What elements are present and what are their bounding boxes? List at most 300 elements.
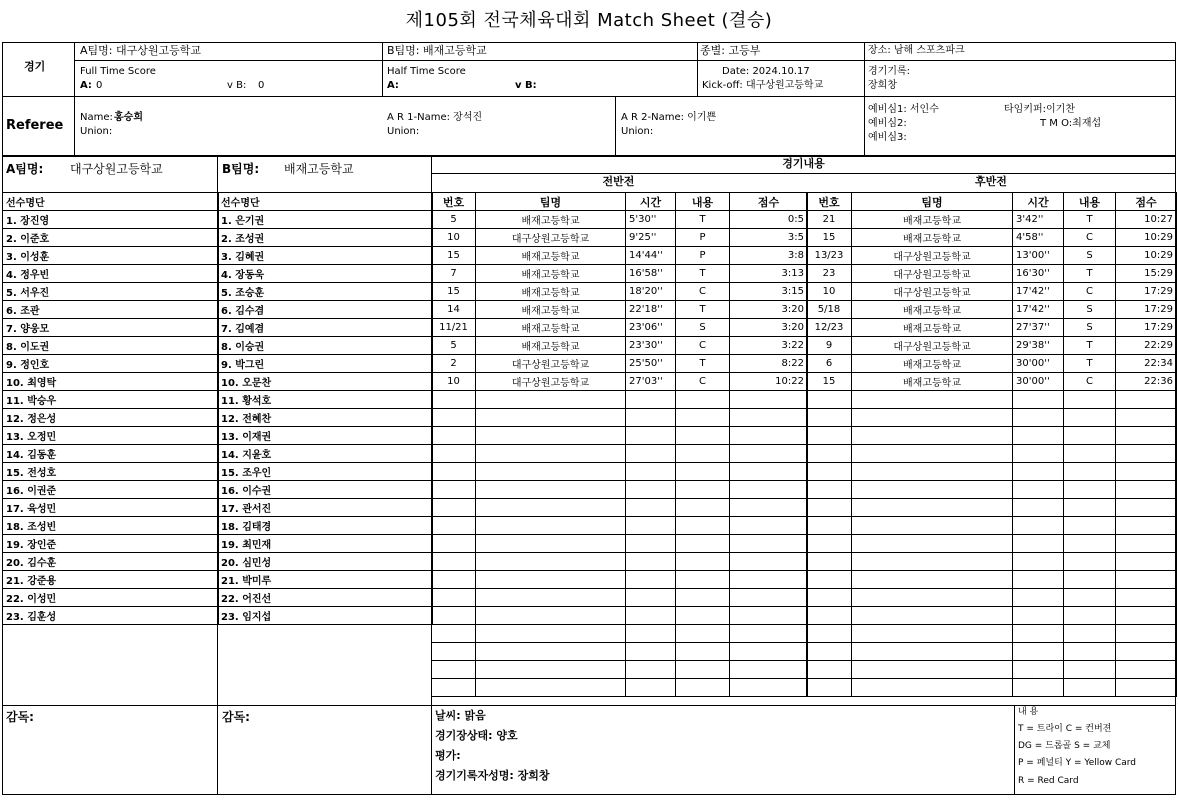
first-half-cell [730, 589, 808, 607]
first-half-cell: 8:22 [730, 355, 808, 373]
second-half-event-row [807, 607, 1177, 625]
second-half-cell [1116, 571, 1177, 589]
second-half-cell [852, 391, 1013, 409]
first-half-cell: 배재고등학교 [476, 319, 626, 337]
first-half-cell [730, 571, 808, 589]
second-half-event-row [807, 679, 1177, 697]
second-half-cell: T [1064, 265, 1116, 283]
second-half-cell: 대구상원고등학교 [852, 247, 1013, 265]
first-half-cell [730, 517, 808, 535]
second-half-cell: 10:29 [1116, 247, 1177, 265]
first-half-cell [476, 391, 626, 409]
second-half-cell: 대구상원고등학교 [852, 337, 1013, 355]
second-half-cell [1064, 589, 1116, 607]
second-half-cell: 배재고등학교 [852, 229, 1013, 247]
second-half-cell [1064, 499, 1116, 517]
player-name: 11. 황석호 [218, 391, 433, 409]
first-half-cell [626, 517, 676, 535]
first-half-cell: 3:13 [730, 265, 808, 283]
team-b-line: B팀명: 배재고등학교 [387, 44, 487, 57]
second-half-cell [852, 445, 1013, 463]
first-half-cell [676, 607, 730, 625]
roster-a-row [3, 427, 219, 445]
coach-b-label: 감독: [222, 710, 250, 724]
roster-b-row [218, 283, 433, 301]
second-half-event-row [807, 211, 1177, 229]
second-half-cell [1013, 643, 1064, 661]
evaluation: 평가: [435, 749, 461, 762]
second-half-cell: 대구상원고등학교 [852, 283, 1013, 301]
second-half-cell [852, 553, 1013, 571]
roster-b-row [218, 301, 433, 319]
full-time-label: Full Time Score [80, 66, 156, 77]
first-half-cell [730, 391, 808, 409]
first-half-cell [432, 679, 476, 697]
first-half-cell [676, 661, 730, 679]
second-half-cell [852, 571, 1013, 589]
first-half-event-row [432, 463, 808, 481]
first-half-cell [626, 661, 676, 679]
first-half-event-row [432, 679, 808, 697]
first-half-cell: 대구상원고등학교 [476, 229, 626, 247]
ft-b-label: v B: [227, 80, 247, 91]
first-half-cell [476, 499, 626, 517]
second-half-cell: 배재고등학교 [852, 301, 1013, 319]
second-half-cell: 5/18 [807, 301, 852, 319]
first-half-cell: 배재고등학교 [476, 247, 626, 265]
roster-a-row [3, 319, 219, 337]
second-half-cell [1013, 625, 1064, 643]
roster-b-row [218, 535, 433, 553]
first-half-cell [676, 589, 730, 607]
first-half-event-row [432, 589, 808, 607]
second-half-cell [1116, 427, 1177, 445]
first-half-event-row [432, 535, 808, 553]
second-half-cell [852, 535, 1013, 553]
player-name: 2. 조성권 [218, 229, 433, 247]
roster-a-row [3, 535, 219, 553]
roster-a-table [2, 192, 219, 625]
player-name: 23. 임지섭 [218, 607, 433, 625]
second-half-cell [807, 409, 852, 427]
roster-b-row [218, 607, 433, 625]
second-half-cell: C [1064, 373, 1116, 391]
team-a-line: A팀명: 대구상원고등학교 [80, 44, 201, 57]
roster-b-row [218, 517, 433, 535]
first-half-cell [676, 427, 730, 445]
player-name: 20. 심민성 [218, 553, 433, 571]
roster-a-row [3, 373, 219, 391]
legend-line-1: T = 트라이 C = 컨버젼 [1018, 724, 1112, 734]
second-half-cell [852, 481, 1013, 499]
second-half-cell: 16'30'' [1013, 265, 1064, 283]
team-b-label: B팀명: [222, 162, 260, 176]
player-name: 21. 강준용 [3, 571, 219, 589]
page-title: 제105회 전국체육대회 Match Sheet (결승) [405, 10, 773, 31]
player-name: 19. 장인준 [3, 535, 219, 553]
reserve-2: 예비심2: [868, 118, 907, 129]
player-name: 7. 김예겸 [218, 319, 433, 337]
roster-b-row [218, 409, 433, 427]
first-half-cell [626, 625, 676, 643]
second-half-cell: C [1064, 283, 1116, 301]
first-half-event-row [432, 247, 808, 265]
first-half-cell: 3:8 [730, 247, 808, 265]
second-half-event-row [807, 643, 1177, 661]
roster-b-row [218, 391, 433, 409]
first-half-cell [730, 643, 808, 661]
player-name: 20. 김수훈 [3, 553, 219, 571]
second-half-cell [1013, 517, 1064, 535]
second-half-cell [807, 481, 852, 499]
second-half-cell: 15:29 [1116, 265, 1177, 283]
ht-a-label: A: [387, 80, 399, 91]
roster-b-row [218, 499, 433, 517]
first-half-cell [730, 625, 808, 643]
second-half-cell [807, 625, 852, 643]
first-half-cell: 5'30'' [626, 211, 676, 229]
second-half-cell: 3'42'' [1013, 211, 1064, 229]
first-half-event-row [432, 301, 808, 319]
second-half-cell: 배재고등학교 [852, 355, 1013, 373]
first-half-event-row [432, 481, 808, 499]
first-half-cell: 11/21 [432, 319, 476, 337]
second-half-cell: 17:29 [1116, 283, 1177, 301]
second-half-event-row [807, 625, 1177, 643]
game-label: 경기 [24, 60, 46, 73]
player-name: 1. 은기권 [218, 211, 433, 229]
first-half-cell [626, 589, 676, 607]
first-half-cell [676, 571, 730, 589]
second-half-cell [1064, 661, 1116, 679]
first-half-title: 전반전 [602, 175, 635, 188]
first-half-cell [432, 499, 476, 517]
first-half-event-row [432, 427, 808, 445]
roster-a-row [3, 517, 219, 535]
first-half-event-row [432, 373, 808, 391]
second-half-cell: 12/23 [807, 319, 852, 337]
roster-b-row [218, 589, 433, 607]
roster-a-row [3, 301, 219, 319]
second-half-event-row [807, 427, 1177, 445]
second-half-cell [807, 517, 852, 535]
first-half-cell [626, 553, 676, 571]
second-half-cell: 15 [807, 373, 852, 391]
events-title: 경기내용 [782, 157, 825, 170]
second-half-header-row [807, 193, 1177, 211]
player-name: 13. 오정민 [3, 427, 219, 445]
second-half-cell [1116, 589, 1177, 607]
second-half-event-row [807, 517, 1177, 535]
second-half-cell [852, 517, 1013, 535]
player-name: 3. 이성훈 [3, 247, 219, 265]
second-half-cell: 22:34 [1116, 355, 1177, 373]
roster-b-row [218, 463, 433, 481]
second-half-cell [1064, 553, 1116, 571]
player-name: 5. 조승훈 [218, 283, 433, 301]
player-name: 19. 최민재 [218, 535, 433, 553]
player-name: 21. 박미루 [218, 571, 433, 589]
roster-a-row [3, 229, 219, 247]
second-half-cell [807, 535, 852, 553]
first-half-cell [676, 553, 730, 571]
first-half-event-row [432, 571, 808, 589]
second-half-cell [1013, 553, 1064, 571]
second-half-cell [852, 661, 1013, 679]
first-half-cell: 10 [432, 229, 476, 247]
second-half-cell: 17:29 [1116, 319, 1177, 337]
ar2-union: Union: [621, 126, 654, 137]
second-half-cell [1116, 607, 1177, 625]
second-half-col-header: 팀명 [852, 193, 1013, 211]
player-name: 8. 이승권 [218, 337, 433, 355]
first-half-event-row [432, 265, 808, 283]
second-half-event-row [807, 661, 1177, 679]
roster-a-row [3, 391, 219, 409]
first-half-col-header: 내용 [676, 193, 730, 211]
first-half-cell [730, 661, 808, 679]
second-half-cell [1064, 517, 1116, 535]
first-half-cell [676, 391, 730, 409]
second-half-event-row [807, 481, 1177, 499]
second-half-cell [1116, 643, 1177, 661]
second-half-event-row [807, 247, 1177, 265]
second-half-col-header: 내용 [1064, 193, 1116, 211]
second-half-event-row [807, 571, 1177, 589]
first-half-cell [476, 607, 626, 625]
player-name: 16. 이수권 [218, 481, 433, 499]
player-name: 12. 정은성 [3, 409, 219, 427]
second-half-cell [1116, 463, 1177, 481]
first-half-cell [626, 427, 676, 445]
first-half-cell: 7 [432, 265, 476, 283]
first-half-cell [730, 463, 808, 481]
second-half-cell: 9 [807, 337, 852, 355]
legend-line-2: DG = 드롭골 S = 교체 [1018, 741, 1111, 751]
second-half-cell: 배재고등학교 [852, 319, 1013, 337]
roster-a-row [3, 499, 219, 517]
footer-box [2, 705, 1176, 795]
first-half-cell: 23'30'' [626, 337, 676, 355]
second-half-cell: 10:27 [1116, 211, 1177, 229]
second-half-cell [1064, 535, 1116, 553]
second-half-cell: 6 [807, 355, 852, 373]
venue: 장소: 남해 스포츠파크 [868, 45, 965, 56]
second-half-cell [852, 463, 1013, 481]
second-half-event-row [807, 589, 1177, 607]
first-half-cell [730, 553, 808, 571]
second-half-cell [1116, 517, 1177, 535]
second-half-cell [807, 427, 852, 445]
roster-b-row [218, 319, 433, 337]
roster-b-header: 선수명단 [218, 193, 433, 211]
second-half-cell: 17'42'' [1013, 283, 1064, 301]
kickoff: Kick-off: 대구상원고등학교 [702, 80, 824, 91]
second-half-event-row [807, 337, 1177, 355]
first-half-cell: 배재고등학교 [476, 265, 626, 283]
first-half-cell [676, 643, 730, 661]
first-half-cell [676, 463, 730, 481]
first-half-cell: 3:20 [730, 301, 808, 319]
second-half-col-header: 시간 [1013, 193, 1064, 211]
first-half-cell: 15 [432, 247, 476, 265]
second-half-cell [807, 643, 852, 661]
first-half-table [431, 192, 808, 697]
first-half-cell [476, 409, 626, 427]
ar1-name: A R 1-Name: 장석진 [387, 112, 483, 123]
first-half-cell: 9'25'' [626, 229, 676, 247]
second-half-event-row [807, 553, 1177, 571]
roster-b-row [218, 481, 433, 499]
first-half-cell [432, 391, 476, 409]
second-half-cell [1116, 535, 1177, 553]
player-name: 16. 이권준 [3, 481, 219, 499]
roster-a-row [3, 409, 219, 427]
first-half-cell: C [676, 373, 730, 391]
roster-b-table [217, 192, 433, 625]
first-half-cell [626, 463, 676, 481]
first-half-cell [476, 553, 626, 571]
second-half-cell [852, 643, 1013, 661]
first-half-cell: 22'18'' [626, 301, 676, 319]
first-half-event-row [432, 553, 808, 571]
first-half-cell: T [676, 301, 730, 319]
ft-a-label: A: [80, 80, 92, 91]
first-half-event-row [432, 517, 808, 535]
second-half-cell: T [1064, 211, 1116, 229]
first-half-event-row [432, 211, 808, 229]
first-half-cell [730, 445, 808, 463]
second-half-cell [807, 445, 852, 463]
first-half-cell: 14'44'' [626, 247, 676, 265]
second-half-cell [1013, 589, 1064, 607]
first-half-cell [432, 445, 476, 463]
first-half-cell [476, 535, 626, 553]
player-name: 3. 김혜권 [218, 247, 433, 265]
second-half-event-row [807, 283, 1177, 301]
roster-b-row [218, 229, 433, 247]
first-half-cell [730, 427, 808, 445]
second-half-cell: 10:29 [1116, 229, 1177, 247]
first-half-cell: 0:5 [730, 211, 808, 229]
second-half-cell [1013, 409, 1064, 427]
second-half-cell: C [1064, 229, 1116, 247]
first-half-cell: 23'06'' [626, 319, 676, 337]
first-half-cell [432, 553, 476, 571]
team-a-label: A팀명: [6, 162, 44, 176]
second-half-cell [1013, 391, 1064, 409]
roster-a-row [3, 553, 219, 571]
recorder-label: 경기기록: [868, 66, 911, 77]
player-name: 6. 김수겸 [218, 301, 433, 319]
half-time-label: Half Time Score [387, 66, 466, 77]
first-half-cell [730, 481, 808, 499]
player-name: 10. 오문찬 [218, 373, 433, 391]
second-half-event-row [807, 301, 1177, 319]
first-half-cell: T [676, 211, 730, 229]
roster-b-row [218, 265, 433, 283]
second-half-cell [807, 571, 852, 589]
first-half-cell: 10:22 [730, 373, 808, 391]
second-half-cell [852, 499, 1013, 517]
second-half-cell [807, 463, 852, 481]
first-half-cell [432, 535, 476, 553]
legend-line-4: R = Red Card [1018, 776, 1079, 786]
roster-a-row [3, 463, 219, 481]
second-half-event-row [807, 499, 1177, 517]
first-half-cell [676, 409, 730, 427]
roster-a-row [3, 355, 219, 373]
player-name: 18. 김태경 [218, 517, 433, 535]
second-half-cell: 15 [807, 229, 852, 247]
second-half-cell [852, 589, 1013, 607]
second-half-cell: 22:36 [1116, 373, 1177, 391]
player-name: 23. 김훈성 [3, 607, 219, 625]
first-half-cell: 10 [432, 373, 476, 391]
second-half-cell [1064, 463, 1116, 481]
first-half-cell [626, 607, 676, 625]
ft-b-value: 0 [258, 80, 265, 91]
second-half-cell [807, 679, 852, 697]
second-half-cell: 30'00'' [1013, 373, 1064, 391]
second-half-cell [1064, 625, 1116, 643]
second-half-cell [1064, 643, 1116, 661]
first-half-event-row [432, 337, 808, 355]
first-half-cell [476, 589, 626, 607]
first-half-event-row [432, 355, 808, 373]
second-half-cell [1013, 535, 1064, 553]
second-half-cell: 30'00'' [1013, 355, 1064, 373]
first-half-cell [476, 571, 626, 589]
first-half-cell [676, 679, 730, 697]
player-name: 15. 조우인 [218, 463, 433, 481]
first-half-cell: 15 [432, 283, 476, 301]
first-half-cell [432, 481, 476, 499]
referee-union: Union: [80, 126, 113, 137]
second-half-cell [807, 589, 852, 607]
roster-a-row [3, 211, 219, 229]
first-half-event-row [432, 319, 808, 337]
roster-b-row [218, 373, 433, 391]
second-half-cell: 대구상원고등학교 [852, 265, 1013, 283]
roster-a-header: 선수명단 [3, 193, 219, 211]
first-half-cell [626, 499, 676, 517]
second-half-cell [1013, 679, 1064, 697]
first-half-cell: 3:20 [730, 319, 808, 337]
first-half-cell [432, 409, 476, 427]
roster-a-row [3, 589, 219, 607]
roster-a-row [3, 265, 219, 283]
first-half-cell [626, 643, 676, 661]
legend-line-3: P = 페널티 Y = Yellow Card [1018, 758, 1137, 768]
first-half-cell [476, 427, 626, 445]
player-name: 7. 양웅모 [3, 319, 219, 337]
roster-b-row [218, 571, 433, 589]
ar1-union: Union: [387, 126, 420, 137]
second-half-cell [1116, 679, 1177, 697]
second-half-cell [1116, 409, 1177, 427]
first-half-event-row [432, 409, 808, 427]
second-half-cell: 10 [807, 283, 852, 301]
second-half-cell: 17:29 [1116, 301, 1177, 319]
second-half-cell: 13'00'' [1013, 247, 1064, 265]
second-half-cell [1013, 571, 1064, 589]
roster-a-row [3, 247, 219, 265]
first-half-cell: 대구상원고등학교 [476, 373, 626, 391]
first-half-cell: P [676, 247, 730, 265]
ht-b-label: v B: [515, 80, 537, 91]
second-half-event-row [807, 445, 1177, 463]
